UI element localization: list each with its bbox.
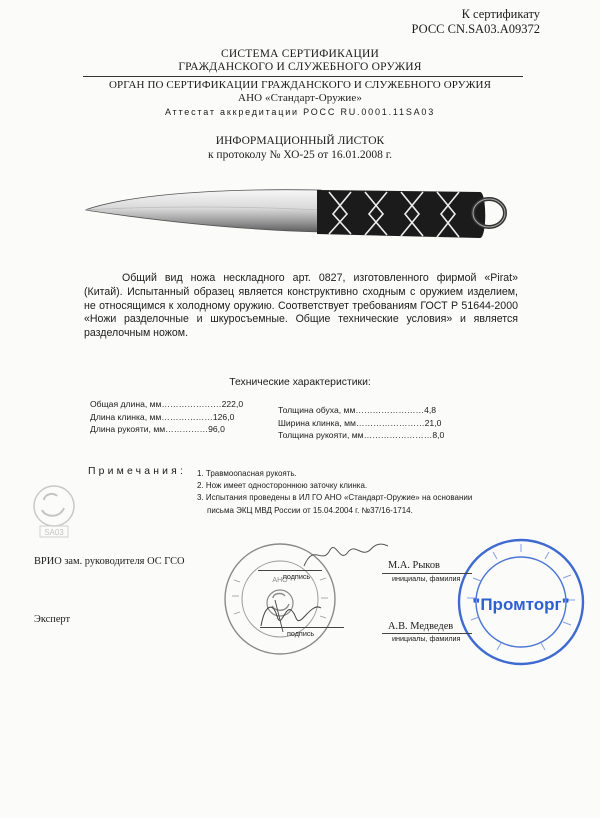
organ-line2: АНО «Стандарт-Оружие»	[238, 92, 362, 104]
certificate-ref-number: РОСС CN.SA03.A09372	[411, 22, 540, 36]
organ-line1: ОРГАН ПО СЕРТИФИКАЦИИ ГРАЖДАНСКОГО И СЛУЖЕБНОГО ОРУЖИЯ	[108, 79, 492, 91]
conformity-mark-code: SA03	[44, 528, 64, 537]
specs-right	[278, 404, 444, 442]
seal-center-text: АНО	[272, 577, 288, 584]
knife-description: Общий вид ножа нескладного арт. 0827, изготовленного фирмой «Pirat» (Китай). Испытанный образец является конструктивно сходным с оружием изделием, не относящимся к холодному оружию. Соответствует требованиям ГОСТ Р 51644-2000 «Ножи разделочные и шкуросъемные. Общие технические условия» и является разделочным ножом.	[84, 272, 518, 340]
spec-row: Толщина рукояти, мм……………………8,0	[278, 430, 445, 441]
promtorg-stamp	[453, 534, 591, 670]
system-line2: ГРАЖДАНСКОГО И СЛУЖЕБНОГО ОРУЖИЯ	[178, 61, 422, 73]
specs-heading: Технические характеристики:	[229, 377, 371, 388]
system-line1: СИСТЕМА СЕРТИФИКАЦИИ	[221, 48, 379, 60]
signature-line-1	[258, 570, 322, 571]
signature-line-2	[260, 627, 344, 628]
notes-heading: Примечания:	[88, 466, 187, 477]
signature-caption-1: подпись	[283, 572, 311, 581]
note-item: 2. Нож имеет одностороннюю заточку клинка.	[197, 481, 368, 491]
spec-row: Общая длина, мм…………………222,0	[90, 399, 244, 409]
spec-row: Длина рукояти, мм……………96,0	[90, 424, 225, 435]
name-caption-1: инициалы, фамилия	[392, 574, 461, 583]
signatory-2-name: А.В. Медведев	[388, 621, 454, 632]
title-line1: ИНФОРМАЦИОННЫЙ ЛИСТОК	[215, 135, 385, 147]
certificate-reference	[0, 7, 540, 37]
conformity-mark	[30, 482, 80, 544]
certification-body	[0, 79, 600, 105]
certificate-ref-line1: К сертификату	[461, 7, 540, 21]
spec-row: Ширина клинка, мм……………………21,0	[278, 417, 442, 428]
accreditation: Аттестат аккредитации РОСС RU.0001.11SA03	[164, 107, 436, 117]
note-item: письма ЭКЦ МВД России от 15.04.2004 г. №37/16-1714.	[207, 505, 413, 515]
spec-row: Длина клинка, мм………………126,0	[90, 411, 235, 422]
spec-row: Толщина обуха, мм……………………4,8	[278, 405, 437, 415]
stamp-name: "Промторг"	[472, 595, 570, 614]
title-line2: к протоколу № ХО-25 от 16.01.2008 г.	[207, 149, 393, 161]
document-title	[0, 134, 600, 162]
signatory-2-role: Эксперт	[34, 614, 71, 625]
certification-system	[0, 48, 600, 74]
notes-list	[197, 468, 472, 517]
header-divider	[83, 76, 523, 77]
signatory-1-name: М.А. Рыков	[388, 560, 440, 571]
signature-caption-2: подпись	[287, 629, 315, 638]
specs-left	[90, 398, 243, 436]
name-caption-2: инициалы, фамилия	[392, 634, 461, 643]
signatory-1-role: ВРИО зам. руководителя ОС ГСО	[34, 556, 185, 567]
note-item: 1. Травмоопасная рукоять.	[197, 469, 297, 478]
note-item: 3. Испытания проведены в ИЛ ГО АНО «Стандарт-Оружие» на основании	[197, 493, 473, 503]
knife-photo	[85, 180, 515, 260]
